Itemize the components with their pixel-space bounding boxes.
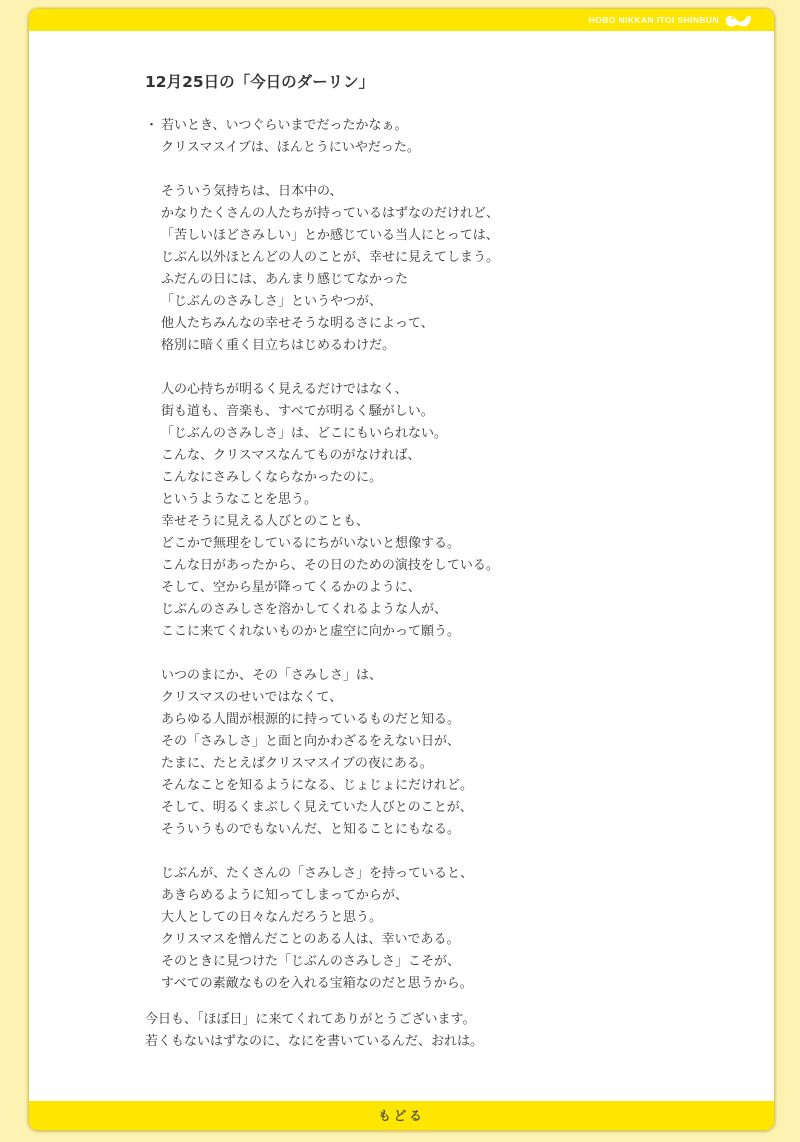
back-label: もどる xyxy=(378,1108,425,1123)
paragraph-line: ここに来てくれないものかと虚空に向かって願う。 xyxy=(161,624,461,639)
article-content xyxy=(145,70,705,1053)
paragraph-gap xyxy=(145,357,705,379)
paragraph-line: 人の心持ちが明るく見えるだけではなく、 xyxy=(161,382,408,397)
header-bar xyxy=(29,9,774,31)
paragraph-line: 街も道も、音楽も、すべてが明るく騒がしい。 xyxy=(161,404,434,419)
paragraph-line: クリスマスのせいではなくて、 xyxy=(161,690,343,705)
paragraph-line: 「じぶんのさみしさ」というやつが、 xyxy=(161,294,383,309)
bullet-marker: ・ xyxy=(145,118,159,133)
article-card xyxy=(29,9,774,1130)
paragraph-line: かなりたくさんの人たちが持っているはずなのだけれど、 xyxy=(161,206,500,221)
paragraph-line: クリスマスイブは、ほんとうにいやだった。 xyxy=(161,140,420,155)
paragraph-line: というようなことを思う。 xyxy=(161,492,318,507)
paragraph-line: そして、明るくまぶしく見えていた人びとのことが、 xyxy=(161,800,473,815)
article-title: 12月25日の「今日のダーリン」 xyxy=(145,73,375,91)
paragraph-line: そんなことを知るようになる、じょじょにだけれど。 xyxy=(161,778,474,793)
paragraph-line: クリスマスを憎んだことのある人は、幸いである。 xyxy=(161,932,460,947)
closing-note xyxy=(145,1009,705,1053)
paragraph-1-line-1 xyxy=(145,115,705,137)
hobonichi-logo-icon[interactable] xyxy=(724,12,752,29)
paragraph-line: じぶんが、たくさんの「さみしさ」を持っていると、 xyxy=(161,866,474,881)
paragraph-line: そういう気持ちは、日本中の、 xyxy=(161,184,343,199)
paragraph-line: こんな、クリスマスなんてものがなければ、 xyxy=(161,448,421,463)
paragraph-line: こんなにさみしくならなかったのに。 xyxy=(161,470,383,485)
paragraph-gap xyxy=(145,159,705,181)
paragraph-line: そして、空から星が降ってくるかのように、 xyxy=(161,580,421,595)
paragraph-line: どこかで無理をしているにちがいないと想像する。 xyxy=(161,536,461,551)
paragraph-gap xyxy=(145,841,705,863)
paragraph-line: こんな日があったから、その日のための演技をしている。 xyxy=(161,558,499,573)
paragraph-line: じぶんのさみしさを溶かしてくれるような人が、 xyxy=(161,602,448,617)
closing-line: 若くもないはずなのに、なにを書いているんだ、おれは。 xyxy=(145,1034,484,1049)
paragraph-line: 幸せそうに見える人びとのことも、 xyxy=(161,514,370,529)
paragraph-line: ふだんの日には、あんまり感じてなかった xyxy=(161,272,409,287)
paragraph-line: 他人たちみんなの幸せそうな明るさによって、 xyxy=(161,316,434,331)
brand-name: HOBO NIKKAN ITOI SHINBUN xyxy=(588,15,719,25)
paragraph-line: たまに、たとえばクリスマスイブの夜にある。 xyxy=(161,756,433,771)
paragraph-line: 「苦しいほどさみしい」とか感じている当人にとっては、 xyxy=(161,228,499,243)
paragraph-line: あきらめるように知ってしまってからが、 xyxy=(161,888,409,903)
paragraph-line: じぶん以外ほとんどの人のことが、幸せに見えてしまう。 xyxy=(161,250,500,265)
back-button[interactable] xyxy=(29,1101,774,1130)
paragraph-line: そのときに見つけた「じぶんのさみしさ」こそが、 xyxy=(161,954,461,969)
paragraph-line: その「さみしさ」と面と向かわざるをえない日が、 xyxy=(161,734,461,749)
closing-line: 今日も、「ほぼ日」に来てくれてありがとうございます。 xyxy=(145,1012,476,1027)
article-body xyxy=(145,115,705,1053)
paragraph-line: そういうものでもないんだ、と知ることにもなる。 xyxy=(161,822,461,837)
paragraph-line: あらゆる人間が根源的に持っているものだと知る。 xyxy=(161,712,461,727)
paragraph-line: すべての素敵なものを入れる宝箱なのだと思うから。 xyxy=(161,976,473,991)
paragraph-gap xyxy=(145,643,705,665)
paragraph-line: 大人としての日々なんだろうと思う。 xyxy=(161,910,383,925)
line-text: 若いとき、いつぐらいまでだったかなぁ。 xyxy=(161,118,408,133)
paragraph-line: 格別に暗く重く目立ちはじめるわけだ。 xyxy=(161,338,396,353)
paragraph-line: 「じぶんのさみしさ」は、どこにもいられない。 xyxy=(161,426,448,441)
paragraph-line: いつのまにか、その「さみしさ」は、 xyxy=(161,668,383,683)
